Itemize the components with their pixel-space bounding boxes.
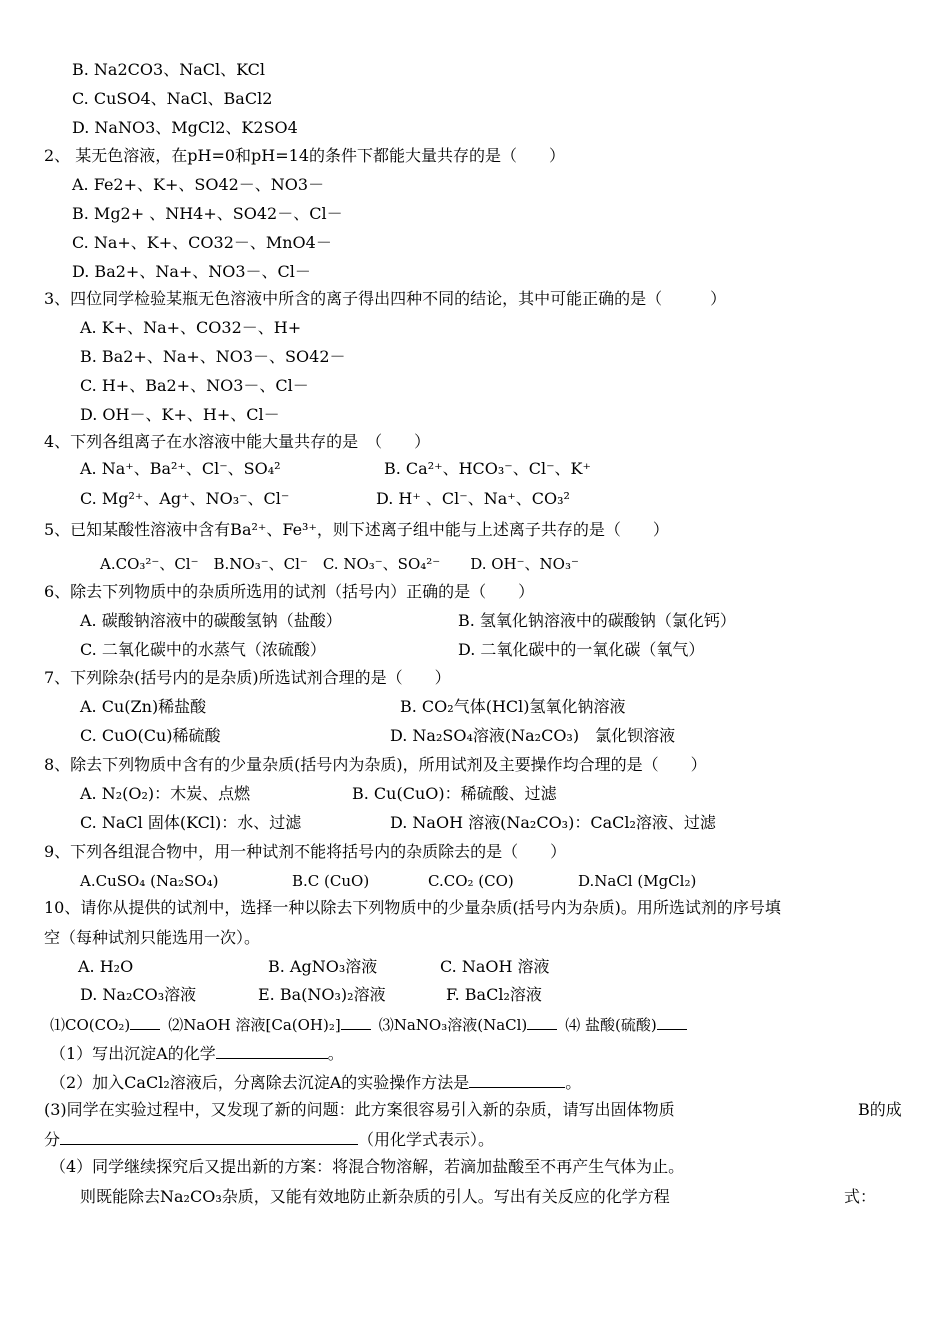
q2-stem: 2、 某无色溶液，在pH=0和pH=14的条件下都能大量共存的是（ ） <box>44 146 566 165</box>
q1-option-b: B. Na2CO3、NaCl、KCl <box>72 60 265 79</box>
q8-stem: 8、除去下列物质中含有的少量杂质(括号内为杂质)，所用试剂及主要操作均合理的是（ ） <box>44 755 707 774</box>
q10-reagent-e: E. Ba(NO₃)₂溶液 <box>258 985 386 1004</box>
q9-stem: 9、下列各组混合物中，用一种试剂不能将括号内的杂质除去的是（ ） <box>44 842 567 861</box>
q4-option-a: A. Na⁺、Ba²⁺、Cl⁻、SO₄² <box>80 459 281 478</box>
q3-option-b: B. Ba2+、Na+、NO3－、SO42－ <box>80 347 346 366</box>
q9-option-a: A.CuSO₄ (Na₂SO₄) <box>80 872 219 890</box>
q10-reagent-c: C. NaOH 溶液 <box>440 957 550 976</box>
q10-item-3: ⑶NaNO₃溶液(NaCl) <box>378 1016 528 1034</box>
q2-option-a: A. Fe2+、K+、SO42－、NO3－ <box>72 175 325 194</box>
q8-option-a: A. N₂(O₂)：木炭、点燃 <box>80 784 251 803</box>
q10-item-1-answer-field[interactable] <box>130 1013 160 1030</box>
sub-q4-line1: （4）同学继续探究后又提出新的方案：将混合物溶解，若滴加盐酸至不再产生气体为止。 <box>50 1157 685 1176</box>
q2-option-d: D. Ba2+、Na+、NO3－、Cl－ <box>72 262 311 281</box>
q9-option-c: C.CO₂ (CO) <box>428 872 514 890</box>
sub-q3-suffix: （用化学式表示）。 <box>358 1130 495 1149</box>
q1-option-c: C. CuSO4、NaCl、BaCl2 <box>72 89 273 108</box>
q4-option-b: B. Ca²⁺、HCO₃⁻、Cl⁻、K⁺ <box>384 459 591 478</box>
q10-item-4-answer-field[interactable] <box>657 1013 687 1030</box>
q2-option-c: C. Na+、K+、CO32－、MnO4－ <box>72 233 332 252</box>
q7-option-d: D. Na₂SO₄溶液(Na₂CO₃) 氯化钡溶液 <box>390 726 676 745</box>
q6-option-d: D. 二氧化碳中的一氧化碳（氧气） <box>458 640 705 659</box>
sub-q4-line2: 则既能除去Na₂CO₃杂质，又能有效地防止新杂质的引人。写出有关反应的化学方程 <box>80 1187 670 1206</box>
q6-option-c: C. 二氧化碳中的水蒸气（浓硫酸） <box>80 640 326 659</box>
q4-option-c: C. Mg²⁺、Ag⁺、NO₃⁻、Cl⁻ <box>80 489 290 508</box>
q10-stem-line2: 空（每种试剂只能选用一次）。 <box>44 928 261 947</box>
q8-option-c: C. NaCl 固体(KCl)：水、过滤 <box>80 813 302 832</box>
q3-option-d: D. OH－、K+、H+、Cl－ <box>80 405 280 424</box>
q7-option-b: B. CO₂气体(HCl)氢氧化钠溶液 <box>400 697 626 716</box>
q10-stem-line1: 10、请你从提供的试剂中，选择一种以除去下列物质中的少量杂质(括号内为杂质)。用所选试剂的序号填 <box>44 898 781 917</box>
q3-option-c: C. H+、Ba2+、NO3－、Cl－ <box>80 376 309 395</box>
q10-reagent-f: F. BaCl₂溶液 <box>446 985 542 1004</box>
q8-option-b: B. Cu(CuO)：稀硫酸、过滤 <box>352 784 557 803</box>
q7-option-a: A. Cu(Zn)稀盐酸 <box>80 697 207 716</box>
q10-item-3-answer-field[interactable] <box>527 1013 557 1030</box>
q10-item-2: ⑵NaOH 溶液[Ca(OH)₂] <box>168 1016 341 1034</box>
q10-blank-row <box>50 1013 687 1035</box>
sub-q3-line2 <box>44 1128 494 1150</box>
q6-option-b: B. 氢氧化钠溶液中的碳酸钠（氯化钙） <box>458 611 736 630</box>
q1-option-d: D. NaNO3、MgCl2、K2SO4 <box>72 118 298 137</box>
q7-option-c: C. CuO(Cu)稀硫酸 <box>80 726 221 745</box>
q9-option-b: B.C (CuO) <box>292 872 370 890</box>
sub-q2-text: （2）加入CaCl₂溶液后，分离除去沉淀A的实验操作方法是 <box>50 1073 470 1092</box>
q10-reagent-a: A. H₂O <box>78 957 134 976</box>
sub-q1 <box>50 1042 344 1064</box>
q6-option-a: A. 碳酸钠溶液中的碳酸氢钠（盐酸） <box>80 611 342 630</box>
sub-q1-end: 。 <box>327 1044 344 1063</box>
q8-option-d: D. NaOH 溶液(Na₂CO₃)：CaCl₂溶液、过滤 <box>390 813 716 832</box>
sub-q2-end: 。 <box>565 1073 582 1092</box>
q5-options: A.CO₃²⁻、Cl⁻ B.NO₃⁻、Cl⁻ C. NO₃⁻、SO₄²⁻ D. OH⁻、NO₃⁻ <box>100 555 579 573</box>
q10-reagent-d: D. Na₂CO₃溶液 <box>80 985 197 1004</box>
sub-q3-prefix: 分 <box>44 1130 61 1149</box>
sub-q1-answer-field[interactable] <box>216 1042 328 1059</box>
q6-stem: 6、除去下列物质中的杂质所选用的试剂（括号内）正确的是（ ） <box>44 582 535 601</box>
sub-q4-line2-end: 式： <box>844 1187 877 1206</box>
q10-item-1: ⑴CO(CO₂) <box>50 1016 131 1034</box>
q10-item-4: ⑷ 盐酸(硫酸) <box>565 1016 657 1034</box>
sub-q2-answer-field[interactable] <box>469 1071 565 1088</box>
q4-stem: 4、下列各组离子在水溶液中能大量共存的是 （ ） <box>44 432 431 451</box>
sub-q3-line1: (3)同学在实验过程中，又发现了新的问题：此方案很容易引入新的杂质，请写出固体物质 <box>44 1100 675 1119</box>
q7-stem: 7、下列除杂(括号内的是杂质)所选试剂合理的是（ ） <box>44 668 451 687</box>
q3-stem: 3、四位同学检验某瓶无色溶液中所含的离子得出四种不同的结论，其中可能正确的是（ ） <box>44 289 727 308</box>
q4-option-d: D. H⁺ 、Cl⁻、Na⁺、CO₃² <box>376 489 570 508</box>
q10-item-2-answer-field[interactable] <box>341 1013 371 1030</box>
q2-option-b: B. Mg2+ 、NH4+、SO42－、Cl－ <box>72 204 343 223</box>
q5-stem: 5、已知某酸性溶液中含有Ba²⁺、Fe³⁺，则下述离子组中能与上述离子共存的是（ ） <box>44 520 669 539</box>
sub-q3-line1-end: B的成 <box>858 1100 902 1119</box>
sub-q2 <box>50 1071 581 1093</box>
sub-q3-answer-field[interactable] <box>60 1128 358 1145</box>
q9-option-d: D.NaCl (MgCl₂) <box>578 872 697 890</box>
sub-q1-text: （1）写出沉淀A的化学 <box>50 1044 216 1063</box>
q3-option-a: A. K+、Na+、CO32－、H+ <box>80 318 302 337</box>
q10-reagent-b: B. AgNO₃溶液 <box>268 957 378 976</box>
